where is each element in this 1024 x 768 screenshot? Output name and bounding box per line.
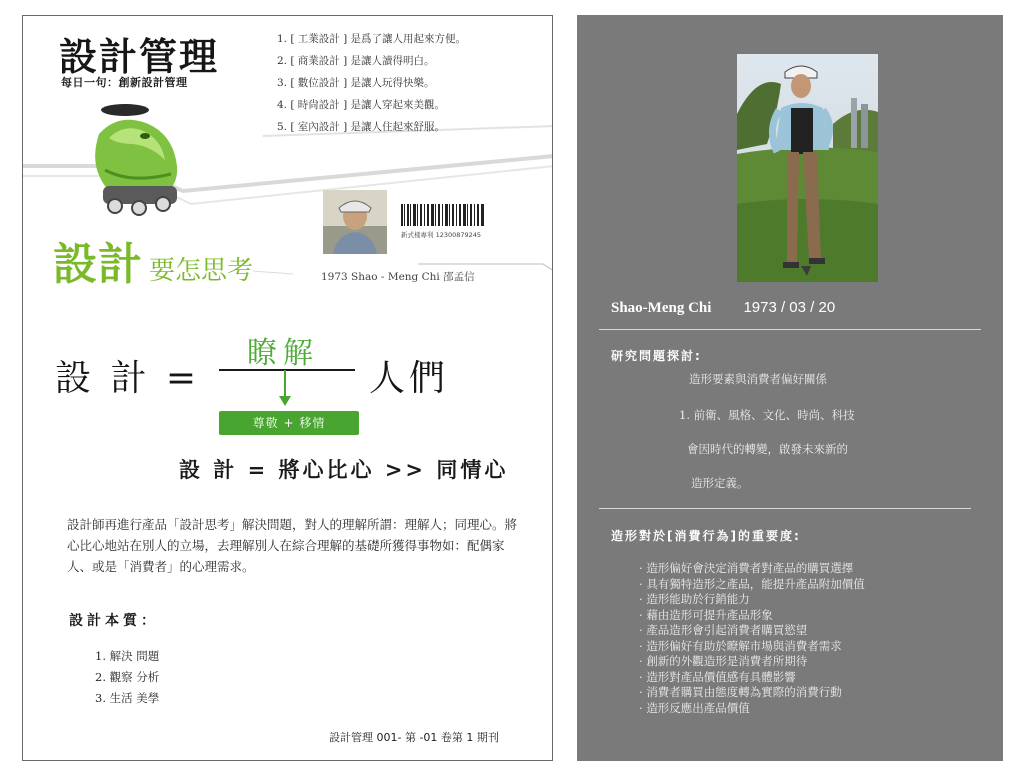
research-line: 會因時代的轉變，啟發未來新的	[687, 442, 848, 456]
list-item: 1. [ 工業設計 ] 是爲了讓人用起來方便。	[277, 33, 467, 45]
list-item: · 造形對產品價值感有具體影響	[639, 669, 796, 684]
list-item: · 造形偏好會決定消費者對產品的購買選擇	[639, 561, 854, 575]
formula-rhs: 人們	[369, 358, 450, 399]
divider	[599, 329, 981, 330]
list-item-text: 消費者購買由態度轉為實際的消費行動	[646, 685, 842, 699]
author-line: 1973 Shao - Meng Chi 邵孟信	[321, 271, 475, 283]
think-title	[53, 228, 253, 292]
right-panel	[577, 15, 1003, 761]
list-item: 3. [ 數位設計 ] 是讓人玩得快樂。	[277, 77, 435, 89]
list-item: · 藉由造形可提升產品形象	[639, 607, 773, 622]
list-item: 5. [ 室內設計 ] 是讓人住起來舒服。	[277, 121, 446, 133]
think-title-sub: 要怎思考	[149, 256, 254, 286]
list-item-text: 創新的外觀造形是消費者所期待	[646, 654, 808, 668]
list-item: · 造形反應出產品價值	[639, 700, 750, 715]
issue-footer: 設計管理 001- 第 -01 卷第 1 期刊	[329, 731, 499, 744]
author-avatar	[323, 190, 387, 254]
list-item: · 造形能助於行銷能力	[639, 592, 750, 606]
research-heading: 研究問題探討:	[611, 349, 702, 363]
list-item-text: 產品造形會引起消費者購買慾望	[646, 623, 808, 637]
list-item: · 造形偏好有助於瞭解市場與消費者需求	[639, 638, 842, 653]
research-line: 1. 前衛、風格、文化、時尚、科技	[679, 408, 855, 422]
formula-fraction-line	[215, 368, 365, 412]
barcode-caption: 新式樣專利 12300879245	[401, 231, 482, 239]
importance-list	[639, 561, 865, 716]
list-item: 3. 生活 美學	[95, 691, 160, 705]
list-item-text: 造形偏好會決定消費者對產品的購買選擇	[646, 561, 854, 575]
portrait-photo	[737, 54, 878, 282]
list-item-text: 造形反應出產品價值	[646, 700, 750, 715]
list-item: 1. 解決 問題	[95, 649, 160, 663]
brand-title: 設計管理	[59, 35, 220, 79]
research-line: 造形定義。	[691, 476, 749, 490]
green-computer-mouse-icon	[81, 100, 191, 218]
list-item-text: 藉由造形可提升產品形象	[646, 607, 773, 622]
left-page	[22, 15, 553, 761]
formula-lhs: 設 計 =	[55, 358, 201, 399]
profile-birthdate: 1973 / 03 / 20	[743, 299, 836, 316]
list-item: 2. 觀察 分析	[95, 670, 160, 684]
profile-row	[611, 297, 835, 317]
formula-top: 瞭解	[247, 336, 319, 371]
divider	[599, 508, 971, 509]
list-item-text: 造形能助於行銷能力	[646, 592, 750, 606]
barcode-icon	[401, 204, 485, 226]
brand-motto: 每日一句：創新設計管理	[61, 76, 188, 89]
list-item-text: 造形偏好有助於瞭解市場與消費者需求	[646, 638, 842, 653]
essence-heading: 設計本質：	[69, 613, 159, 629]
think-title-main: 設計	[53, 239, 143, 290]
research-line: 造形要素與消費者偏好關係	[689, 372, 827, 386]
list-item: 4. [ 時尙設計 ] 是讓人穿起來美觀。	[277, 99, 446, 111]
list-item-text: 造形對產品價值感有具體影響	[646, 669, 796, 684]
list-item: · 具有獨特造形之產品，能提升產品附加價值	[639, 576, 865, 591]
essence-list	[95, 646, 159, 709]
formula-badge: 尊敬 + 移情	[219, 411, 359, 435]
list-item: · 創新的外觀造形是消費者所期待	[639, 654, 808, 668]
list-item: · 消費者購買由態度轉為實際的消費行動	[639, 685, 842, 699]
equation-line: 設 計 = 將心比心 >> 同情心	[179, 457, 509, 482]
list-item-text: 具有獨特造形之產品，能提升產品附加價值	[646, 576, 865, 591]
list-item: · 產品造形會引起消費者購買慾望	[639, 623, 808, 637]
importance-heading: 造形對於[消費行為]的重要度:	[611, 529, 801, 543]
design-principles-list	[277, 28, 466, 138]
profile-name: Shao-Meng Chi	[611, 300, 712, 316]
list-item: 2. [ 商業設計 ] 是讓人讀得明白。	[277, 55, 435, 67]
body-paragraph: 設計師再進行產品「設計思考」解決問題，對人的理解所謂：理解人；同理心。將心比心地站在別人的立場，去理解別人在綜合理解的基礎所獲得事物如：配偶家人、或是「消費者」的心理需求。	[67, 517, 518, 574]
